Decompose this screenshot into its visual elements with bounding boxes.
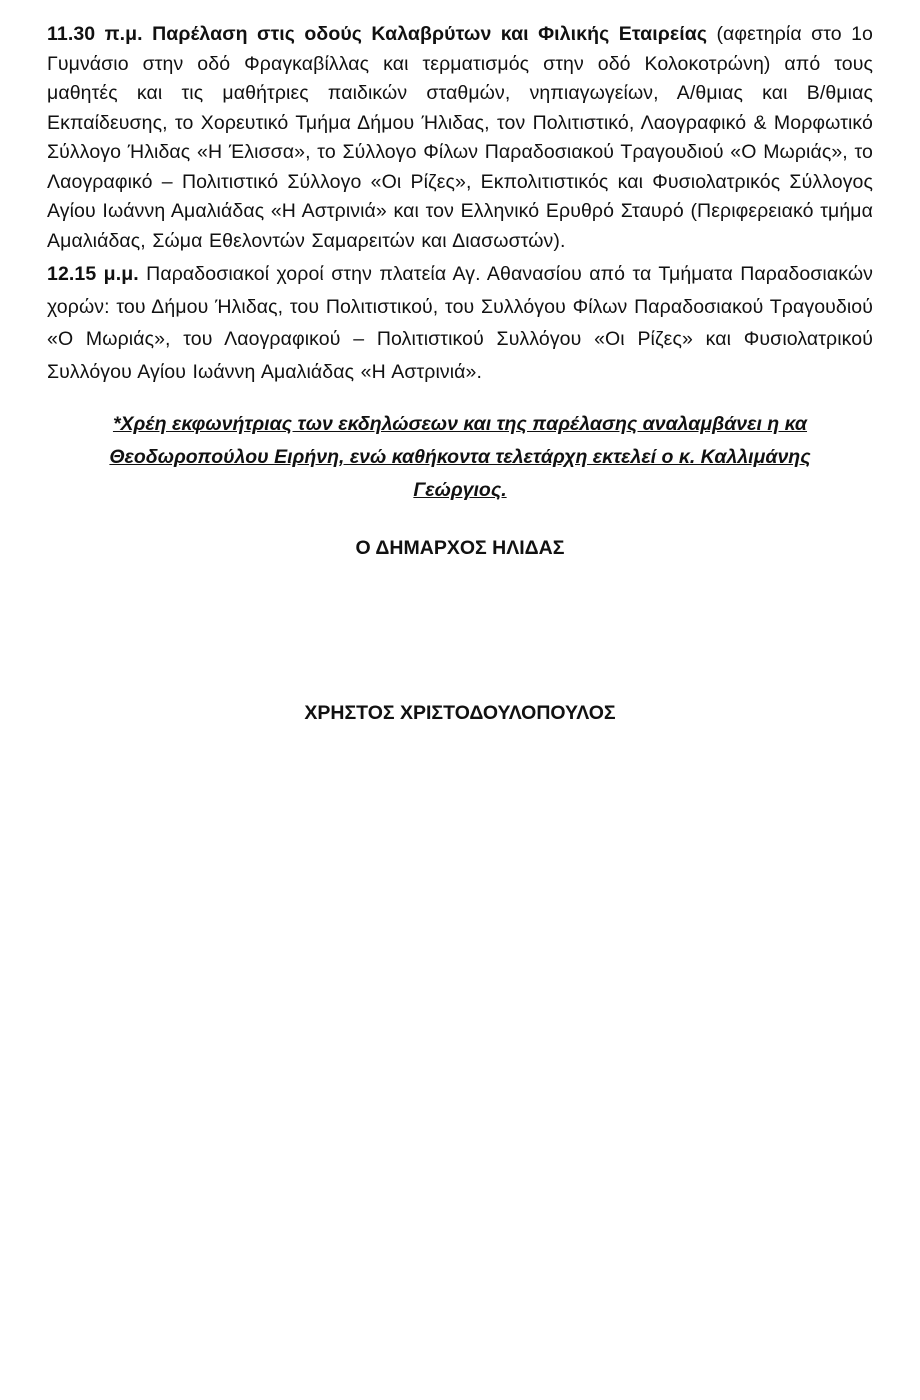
signature-name: ΧΡΗΣΤΟΣ ΧΡΙΣΤΟΔΟΥΛΟΠΟΥΛΟΣ: [304, 702, 616, 724]
parade-text: (αφετηρία στο 1ο Γυμνάσιο στην οδό Φραγκαβίλλας και τερματισμός στην οδό Κολοκοτρώνη) από τους μαθητές και τις μαθήτριες παιδικών σταθμών, νηπιαγωγείων, Α/θμιας και Β/θμιας Εκπαίδευσης, το Χορευτικό Τμήμα Δήμου Ήλιδας, τον Πολιτιστικό, Λαογραφικό & Μορφωτικό Σύλλογο Ήλιδας «Η Έλισσα», το Σύλλογο Φίλων Παραδοσιακού Τραγουδιού «Ο Μωριάς», το Λαογραφικό – Πολιτιστικό Σύλλογο «Οι Ρίζες», Εκπολιτιστικός και Φυσιολατρικός Σύλλογος Αγίου Ιωάννη Αμαλιάδας «Η Αστρινιά» και τον Ελληνικό Ερυθρό Σταυρό (Περιφερειακό τμήμα Αμαλιάδας, Σώμα Εθελοντών Σαμαρειτών και Διασωστών).: [47, 23, 873, 252]
announcer-note: *Χρέη εκφωνήτριας των εκδηλώσεων και της παρέλασης αναλαμβάνει η κα Θεοδωροπούλου Ειρήνη, ενώ καθήκοντα τελετάρχη εκτελεί ο κ. Καλλιμάνης Γεώργιος.: [109, 413, 811, 501]
dances-paragraph: [47, 258, 873, 388]
parade-title: Παρέλαση στις οδούς Καλαβρύτων και Φιλικής Εταιρείας: [152, 23, 708, 45]
dances-text: Παραδοσιακοί χοροί στην πλατεία Αγ. Αθανασίου από τα Τμήματα Παραδοσιακών χορών: του Δήμου Ήλιδας, του Πολιτιστικού, του Συλλόγου Φίλων Παραδοσιακού Τραγουδιού «Ο Μωριάς», του Λαογραφικού – Πολιτιστικού Συλλόγου «Οι Ρίζες» και Φυσιολατρικού Συλλόγου Αγίου Ιωάννη Αμαλιάδας «Η Αστρινιά».: [47, 263, 873, 383]
signature-title: Ο ΔΗΜΑΡΧΟΣ ΗΛΙΔΑΣ: [355, 537, 565, 559]
parade-time: 11.30 π.μ.: [47, 23, 143, 45]
dances-time: 12.15 μ.μ.: [47, 263, 139, 285]
document-body: [47, 20, 873, 560]
parade-paragraph: [47, 20, 873, 256]
